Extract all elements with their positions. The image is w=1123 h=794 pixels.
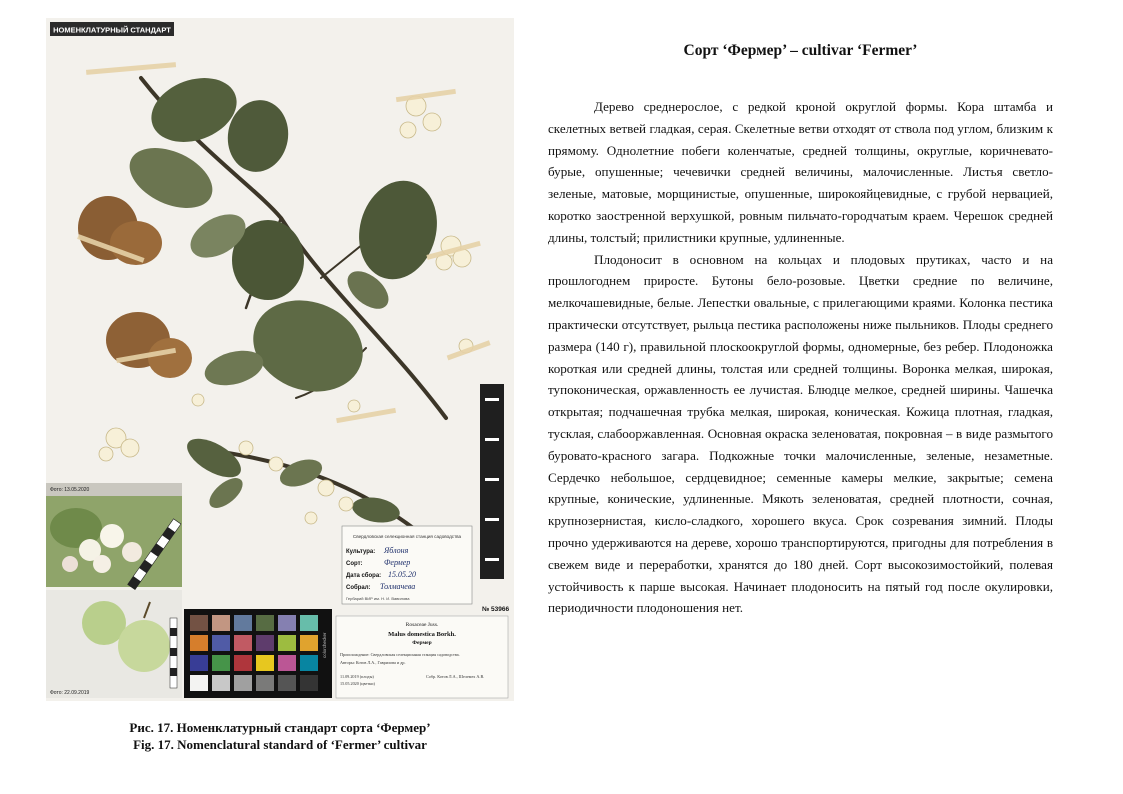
svg-text:15.05.2020 (цветки): 15.05.2020 (цветки) <box>340 681 375 686</box>
svg-text:Дата сбора:: Дата сбора: <box>346 573 382 579</box>
color-swatch <box>190 635 208 651</box>
color-swatch <box>256 675 274 691</box>
color-swatch <box>278 655 296 671</box>
svg-text:Гербарий ВИР им. Н. И. Вавилов: Гербарий ВИР им. Н. И. Вавилова <box>346 596 410 601</box>
color-swatch <box>234 615 252 631</box>
color-swatch <box>234 675 252 691</box>
color-swatch <box>212 635 230 651</box>
svg-text:Собрал:: Собрал: <box>346 585 371 591</box>
color-swatch <box>300 635 318 651</box>
article-body <box>548 96 1053 619</box>
svg-text:11.09.2019 (плоды): 11.09.2019 (плоды) <box>340 674 374 679</box>
article-title: Сорт ‘Фермер’ – cultivar ‘Fermer’ <box>683 42 918 59</box>
svg-text:Фото: 22.09.2019: Фото: 22.09.2019 <box>50 690 90 696</box>
svg-text:НОМЕНКЛАТУРНЫЙ СТАНДАРТ: НОМЕНКЛАТУРНЫЙ СТАНДАРТ <box>53 25 171 35</box>
svg-text:Malus domestica Borkh.: Malus domestica Borkh. <box>388 631 456 638</box>
color-swatch <box>190 675 208 691</box>
figure-caption-en: Fig. 17. Nomenclatural standard of ‘Fermer’ cultivar <box>133 737 427 752</box>
color-swatch <box>256 615 274 631</box>
svg-text:Фермер: Фермер <box>384 558 411 567</box>
svg-text:Толмачева: Толмачева <box>380 582 416 591</box>
color-swatch <box>234 635 252 651</box>
color-swatch <box>300 655 318 671</box>
color-swatch <box>278 615 296 631</box>
color-swatch <box>278 675 296 691</box>
color-swatch <box>190 655 208 671</box>
color-checker-card <box>184 609 332 698</box>
svg-text:№ 53966: № 53966 <box>482 606 510 613</box>
flower-photo <box>46 483 182 590</box>
svg-text:Rosaceae Juss.: Rosaceae Juss. <box>405 622 439 628</box>
color-swatch <box>278 635 296 651</box>
svg-text:Авторы: Котов Л.А., Гаврилова: Авторы: Котов Л.А., Гаврилова и др. <box>340 660 406 665</box>
fruit-photo <box>46 590 182 698</box>
svg-text:Фермер: Фермер <box>412 640 432 646</box>
color-swatch <box>256 655 274 671</box>
article-paragraph-fruit: Плодоносит в основном на кольцах и плодовых прутиках, часто и на прошлогоднем приросте. Бутоны бело-розовые. Цветки средние по величине, мелкочашевидные, белые. Лепестки овальные, с прилегающими краями. Колонка пестика практически отсутствует, рыльца пестика расположены ниже пыльников. Плоды среднего размера (140 г), правильной плоскоокруглой формы, одномерные, без ребер. Плодоножка короткая или средней длины, толстая или средней толщины. Воронка мелкая, широкая, тупоконическая, оржавленность ее лучистая. Блюдце мелкое, средней ширины. Чашечка открытая; подчашечная трубка мелкая, широкая, коническая. Кожица плотная, гладкая, тусклая, слабооржавленная. Основная окраска зеленоватая, покровная – в виде размытого буровато-красного загара. Подкожные точки малочисленные, зеленые, незаметные. Сердечко небольшое, сердцевидное; семенные камеры мелкие, закрытые; семена крупные, конические, удлиненные. Мякоть зеленоватая, средней плотности, сочная, крупнозернистая, кисло-сладкого, хорошего вкуса. Срок созревания зимний. Плоды прочно удерживаются на дереве, хорошо транспортируются, пригодны для потребления в свежем виде и переработки, хранятся до 180 дней. Сорт высокозимостойкий, полевая устойчивость к парше высокая. Начинает плодоносить на пятый год после окулировки, периодичности плодоношения нет. <box>548 251 1053 616</box>
svg-text:colorchecker: colorchecker <box>322 632 327 658</box>
taxonomy-label <box>336 616 508 698</box>
svg-text:15.05.20: 15.05.20 <box>388 570 416 579</box>
color-swatch <box>300 675 318 691</box>
svg-text:Сорт:: Сорт: <box>346 561 363 567</box>
color-swatch <box>256 635 274 651</box>
color-swatch <box>190 615 208 631</box>
herbarium-sheet-image <box>46 18 514 701</box>
color-swatch <box>212 615 230 631</box>
figure-caption-ru: Рис. 17. Номенклатурный стандарт сорта ‘Фермер’ <box>129 720 431 735</box>
color-swatch <box>212 675 230 691</box>
svg-text:Свердловская селекционная стан: Свердловская селекционная станция садоводства <box>352 534 462 539</box>
svg-text:Культура:: Культура: <box>346 549 376 555</box>
color-swatch <box>234 655 252 671</box>
vertical-scale-bar <box>480 384 504 579</box>
svg-text:Фото: 13.05.2020: Фото: 13.05.2020 <box>50 487 90 493</box>
sheet-header-label <box>50 22 174 36</box>
color-swatch <box>212 655 230 671</box>
color-swatch <box>300 615 318 631</box>
svg-text:Яблоня: Яблоня <box>384 546 409 555</box>
svg-text:Собр. Котов Л.А., Шелемех А.В.: Собр. Котов Л.А., Шелемех А.В. <box>426 674 485 679</box>
svg-text:Происхождение: Свердловская се: Происхождение: Свердловская селекционная станция садоводства. <box>340 652 460 657</box>
article-paragraph-tree: Дерево среднерослое, с редкой кроной округлой формы. Кора штамба и скелетных ветвей гладкая, серая. Скелетные ветви отходят от ствола под углом, близким к прямому. Однолетние побеги коленчатые, средней толщины, округлые, коричневато-бурые, опушенные; чечевички средней величины, малочисленные. Листья светло-зеленые, матовые, морщинистые, опушенные, широкояйцевидные, с грубой нервацией, коротко заостренной верхушкой, ровным пильчато-городчатым краем. Черешок средней длины, толстый; прилистники крупные, удлиненные. <box>548 99 1053 245</box>
